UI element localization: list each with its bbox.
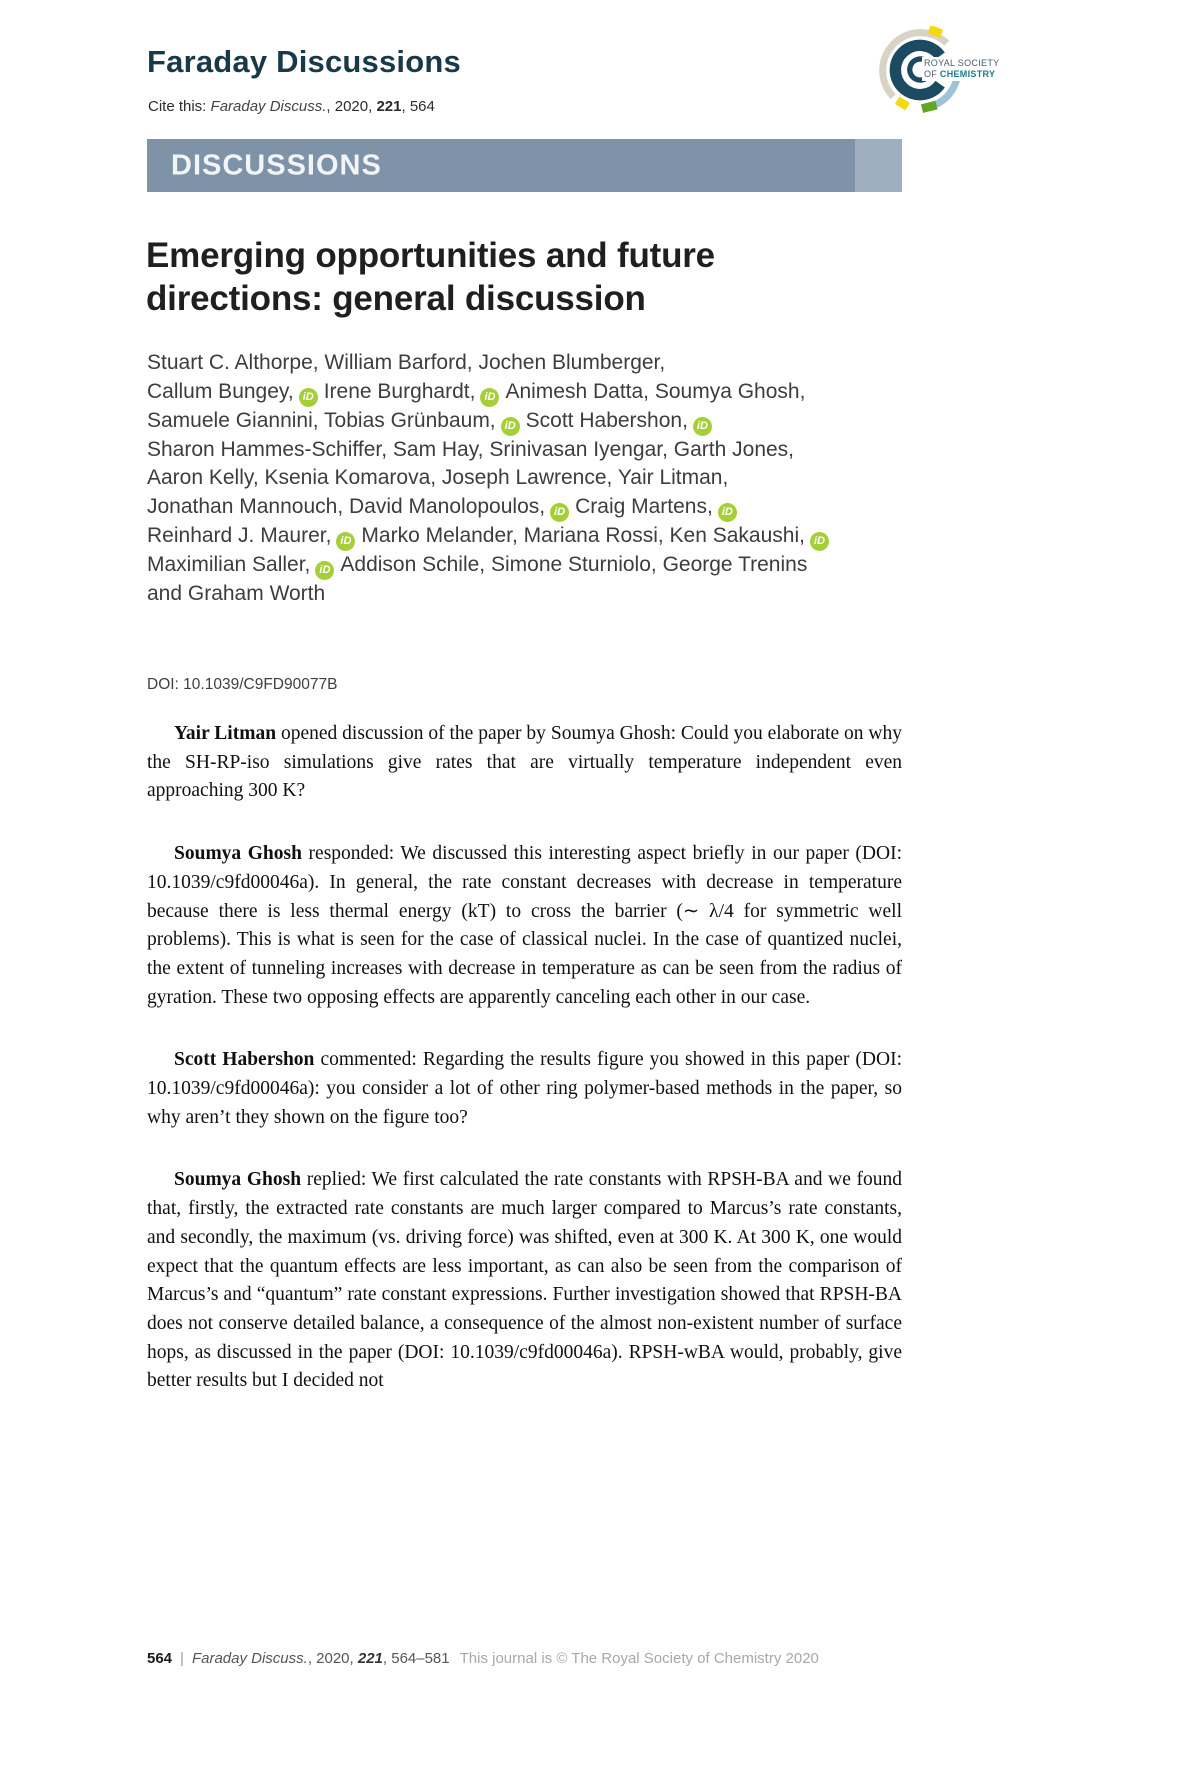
rsc-logo-text [922,57,1001,81]
author-segment: Reinhard J. Maurer, [147,523,332,547]
journal-title: Faraday Discussions [147,44,461,79]
footer-volume: 221 [357,1650,383,1667]
footer-pages: , 564–581 [382,1650,450,1667]
author-list [147,349,937,608]
footer-journal: Faraday Discuss. [191,1650,308,1667]
orcid-icon[interactable]: iD [336,532,355,551]
speaker-name: Scott Habershon [174,1049,315,1071]
author-segment: Stuart C. Althorpe, William Barford, Jochen Blumberger, [147,351,666,374]
orcid-icon[interactable]: iD [480,388,499,407]
author-segment: Irene Burghardt, [323,379,476,403]
paragraph-text: responded: We discussed this interesting aspect briefly in our paper (DOI: 10.1039/c9fd00046a). In general, the rate constant decreases with decrease in temperature because there is less thermal energy (kT) to cross the barrier (∼ λ/4 for symmetric well problems). This is what is seen for the case of classical nuclei. In the case of quantized nuclei, the extent of tunneling increases with decrease in temperature as can be seen from the radius of gyration. These two opposing effects are apparently canceling each other in our case. [147,843,902,1008]
orcid-icon[interactable]: iD [810,532,829,551]
orcid-icon[interactable]: iD [718,503,737,522]
author-segment: Animesh Datta, Soumya Ghosh, [505,379,806,403]
rsc-text-line1: ROYAL SOCIETY [924,58,1000,68]
footer-cite-mid: , 2020, [307,1650,358,1667]
author-segment: Sharon Hammes-Schiffer, Sam Hay, Srinivasan Iyengar, Garth Jones, [147,437,795,461]
cite-suffix: , 564 [401,98,435,115]
page-footer [147,1650,1107,1667]
speaker-name: Soumya Ghosh [174,843,302,865]
discussion-paragraph [147,840,902,1012]
orcid-icon[interactable]: iD [501,417,520,436]
orcid-icon[interactable]: iD [315,561,334,580]
article-doi: DOI: 10.1039/C9FD90077B [147,676,338,693]
speaker-name: Yair Litman [174,723,277,744]
cite-journal: Faraday Discuss. [210,98,327,115]
paragraph-text: opened discussion of the paper by Soumya Ghosh: Could you elaborate on why the SH-RP-iso simulations give rates that are virtually temperature independent even approaching 300 K? [147,723,902,802]
author-segment: Jonathan Mannouch, David Manolopoulos, [147,494,546,518]
discussion-paragraph [147,720,902,806]
discussion-paragraph [147,1166,902,1396]
orcid-icon[interactable]: iD [299,388,318,407]
article-title: Emerging opportunities and future directions: general discussion [146,236,715,318]
rsc-text-line2-prefix: OF [924,69,940,79]
author-segment: and Graham Worth [147,581,326,605]
discussion-body [147,720,902,1430]
discussions-banner [147,139,902,192]
author-segment: Addison Schile, Simone Sturniolo, George Trenins [340,552,808,576]
author-segment: Scott Habershon, [525,408,688,432]
cite-prefix: Cite this: [148,98,211,115]
author-segment: Samuele Giannini, Tobias Grünbaum, [147,408,496,432]
author-segment: Aaron Kelly, Ksenia Komarova, Joseph Lawrence, Yair Litman, [147,466,729,489]
banner-endcap [855,139,902,192]
cite-mid: , 2020, [326,98,377,115]
banner-label: DISCUSSIONS [171,149,382,181]
paragraph-text: commented: Regarding the results figure you showed in this paper (DOI: 10.1039/c9fd00046a): you consider a lot of other ring polymer-based methods in the paper, so why aren’t they shown on the figure too? [147,1049,902,1128]
cite-volume: 221 [376,98,402,115]
orcid-icon[interactable]: iD [693,417,712,436]
author-segment: Craig Martens, [575,494,713,518]
footer-separator: | [180,1650,184,1667]
paragraph-text: replied: We first calculated the rate constants with RPSH-BA and we found that, firstly, the extracted rate constants are much larger compared to Marcus’s rate constants, and secondly, the maximum (vs. driving force) was shifted, even at 300 K. At 300 K, one would expect that the quantum effects are less important, as can also be seen from the comparison of Marcus’s and “quantum” rate constant expressions. Further investigation showed that RPSH-BA does not conserve detailed balance, a consequence of the almost non-existent number of surface hops, as discussed in the paper (DOI: 10.1039/c9fd00046a). RPSH-wBA would, probably, give better results but I decided not [147,1169,902,1392]
author-segment: Callum Bungey, [147,379,294,403]
rsc-logo [876,26,1016,116]
author-segment: Maximilian Saller, [147,552,311,576]
citation-line [148,98,435,115]
speaker-name: Soumya Ghosh [174,1169,302,1191]
footer-rights: This journal is © The Royal Society of Chemistry 2020 [459,1650,819,1667]
orcid-icon[interactable]: iD [550,503,569,522]
footer-page-number: 564 [147,1650,173,1667]
rsc-text-line2-bold: CHEMISTRY [939,69,996,79]
author-segment: Marko Melander, Mariana Rossi, Ken Sakaushi, [361,523,805,547]
discussion-paragraph [147,1046,902,1132]
